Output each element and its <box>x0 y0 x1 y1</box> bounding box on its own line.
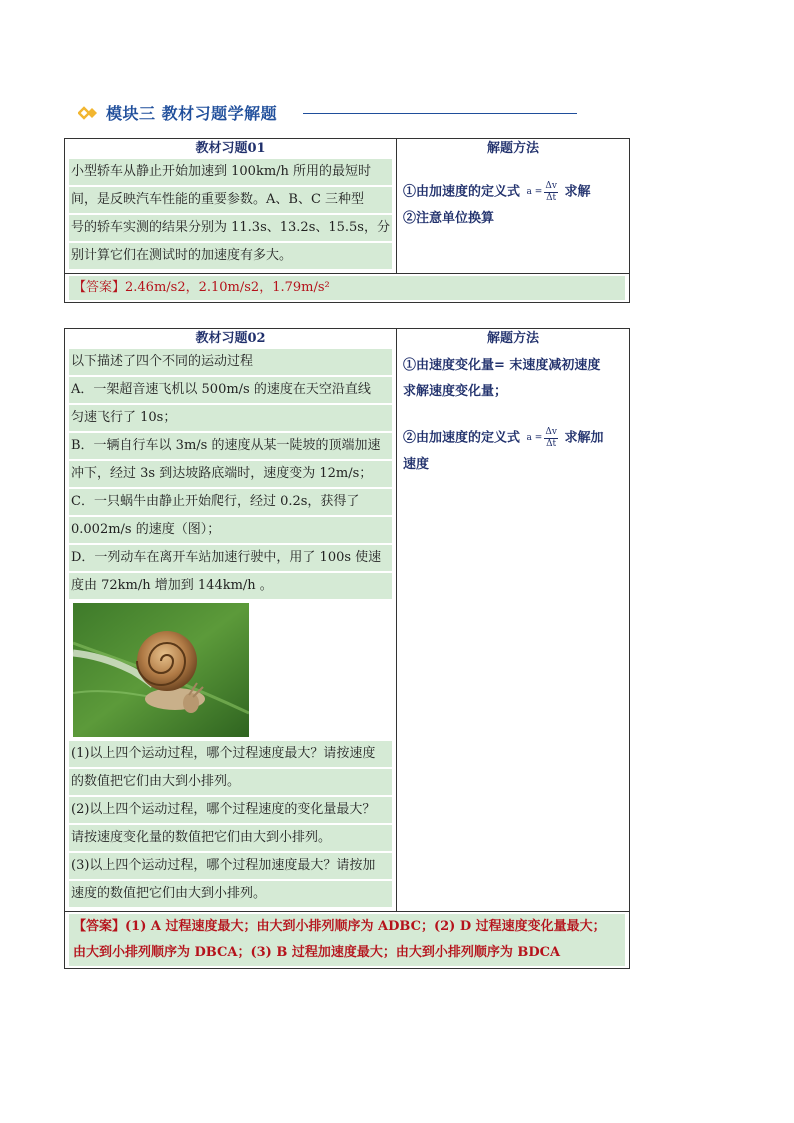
method-line: ①由速度变化量= 末速度减初速度 <box>403 358 601 373</box>
question-line: 冲下，经过 3s 到达坡路底端时，速度变为 12m/s； <box>69 461 392 487</box>
question-line: (1)以上四个运动过程，哪个过程速度最大？请按速度 <box>69 741 392 767</box>
question-line: 速度的数值把它们由大到小排列。 <box>69 881 392 907</box>
question-line: C．一只蜗牛由静止开始爬行，经过 0.2s，获得了 <box>69 489 392 515</box>
question-line: (3)以上四个运动过程，哪个过程加速度最大？请按加 <box>69 853 392 879</box>
question-line: (2)以上四个运动过程，哪个过程速度的变化量最大？ <box>69 797 392 823</box>
snail-photo <box>73 603 249 737</box>
question-line: D．一列动车在离开车站加速行驶中，用了 100s 使速 <box>69 545 392 571</box>
question-line: B．一辆自行车以 3m/s 的速度从某一陡坡的顶端加速 <box>69 433 392 459</box>
method-line: 求解速度变化量； <box>403 384 508 399</box>
exercise-table-1 <box>64 138 630 303</box>
exercise-question-cell <box>65 139 397 273</box>
exercise-table-2 <box>64 328 630 969</box>
section-header <box>78 101 277 124</box>
method-line: ②注意单位换算 <box>403 210 495 226</box>
question-line: 小型轿车从静止开始加速到 100km/h 所用的最短时 <box>69 159 392 185</box>
answer-text: 【答案】2.46m/s2，2.10m/s2，1.79m/s² <box>69 276 625 300</box>
question-line: A．一架超音速飞机以 500m/s 的速度在天空沿直线 <box>69 377 392 403</box>
question-line: 以下描述了四个不同的运动过程 <box>69 349 392 375</box>
acceleration-formula: a = $\frac{\Delta v}{\Delta t}$ <box>526 426 557 449</box>
method-line: ①由加速度的定义式 a = $\frac{\Delta v}{\Delta t}$ 求解 <box>403 179 623 206</box>
question-line: 0.002m/s 的速度（图）； <box>69 517 392 543</box>
question-line: 匀速飞行了 10s； <box>69 405 392 431</box>
question-line: 号的轿车实测的结果分别为 11.3s、13.2s、15.5s，分 <box>69 215 392 241</box>
method-title: 解题方法 <box>486 141 539 156</box>
answer-row <box>65 911 629 968</box>
answer-text: 【答案】(1) A 过程速度最大；由大到小排列顺序为 ADBC；(2) D 过程速度变化量最大； <box>69 914 625 940</box>
question-line: 的数值把它们由大到小排列。 <box>69 769 392 795</box>
method-title: 解题方法 <box>486 331 539 346</box>
question-line: 别计算它们在测试时的加速度有多大。 <box>69 243 392 269</box>
acceleration-formula: a = $\frac{\Delta v}{\Delta t}$ <box>526 180 557 203</box>
answer-text: 由大到小排列顺序为 DBCA；(3) B 过程加速度最大；由大到小排列顺序为 BDCA <box>69 940 625 966</box>
method-spacer <box>403 405 623 425</box>
method-cell <box>397 329 629 911</box>
section-title: 模块三 教材习题学解题 <box>106 104 278 123</box>
exercise-title: 教材习题01 <box>195 141 266 156</box>
question-line: 度由 72km/h 增加到 144km/h 。 <box>69 573 392 599</box>
method-cell <box>397 139 629 273</box>
method-line: 速度 <box>403 456 430 472</box>
double-diamond-icon <box>78 106 100 120</box>
method-line: ②由加速度的定义式 a = $\frac{\Delta v}{\Delta t}$ 求解加 <box>403 425 623 452</box>
answer-row <box>65 273 629 302</box>
exercise-question-cell <box>65 329 397 911</box>
question-line: 间，是反映汽车性能的重要参数。A、B、C 三种型 <box>69 187 392 213</box>
question-line: 请按速度变化量的数值把它们由大到小排列。 <box>69 825 392 851</box>
header-rule <box>303 113 577 114</box>
exercise-title: 教材习题02 <box>195 331 266 346</box>
